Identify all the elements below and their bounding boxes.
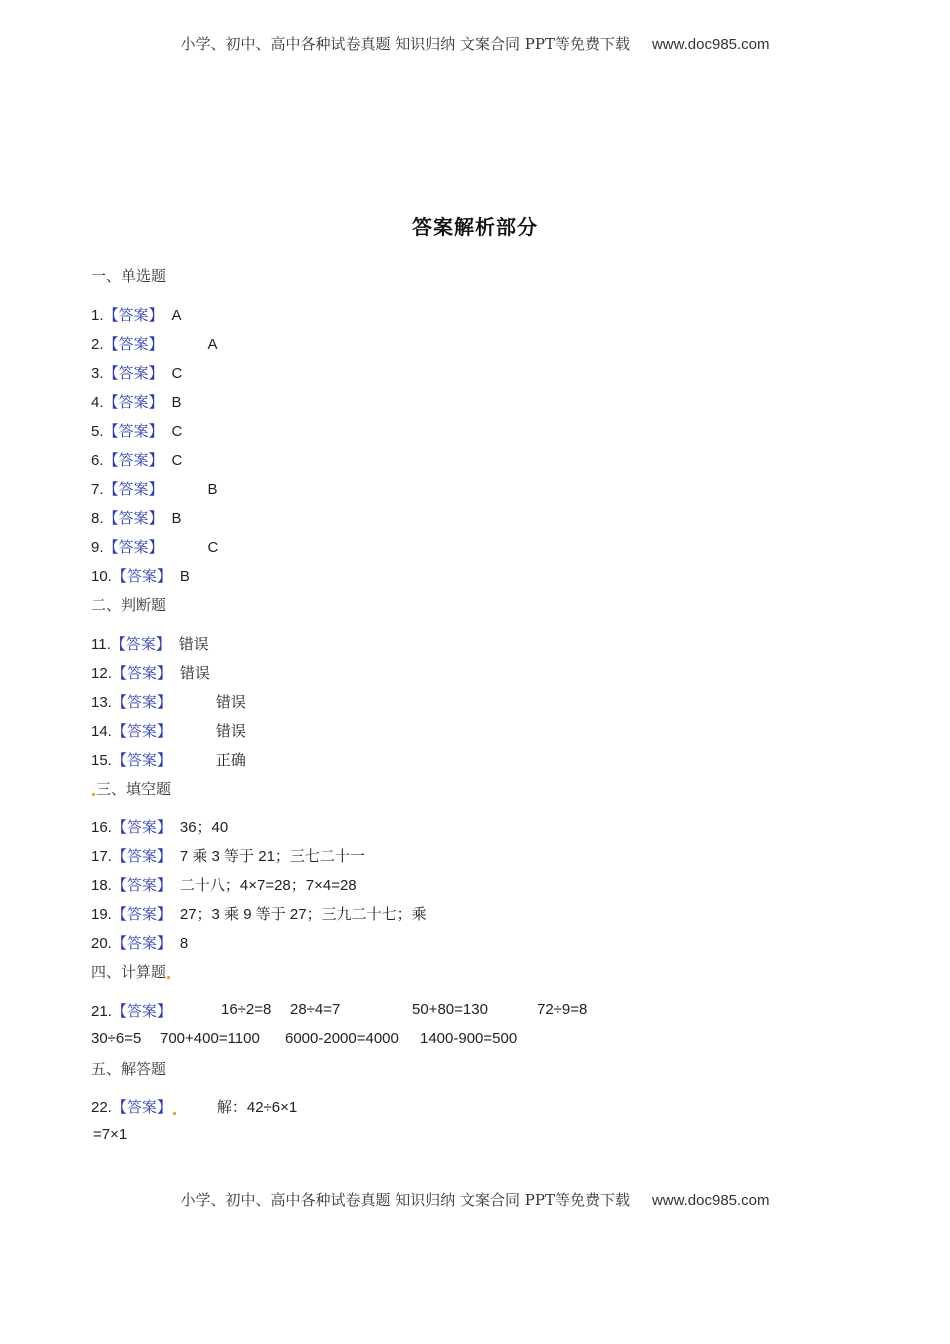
answer-row — [91, 479, 218, 500]
answer-tag: 【答案】 — [111, 1098, 172, 1116]
answer-value: B — [207, 481, 218, 498]
answer-value: C — [171, 452, 183, 469]
calc-expression: 6000-2000=4000 — [285, 1030, 399, 1047]
answer-tag: 【答案】 — [103, 422, 164, 440]
answer-row — [91, 721, 246, 742]
answer-row — [91, 663, 210, 684]
calc-expression: 72÷9=8 — [537, 1001, 588, 1018]
answer-row — [91, 933, 188, 954]
answer-tag: 【答案】 — [103, 451, 164, 469]
answer-value: B — [171, 394, 182, 411]
answer-tag: 【答案】 — [111, 905, 172, 923]
answer-tag: 【答案】 — [103, 538, 164, 556]
edit-mark-icon — [92, 793, 95, 796]
answer-row — [91, 508, 182, 529]
question-number: 1. — [91, 307, 104, 324]
section-heading-fill-blank — [91, 779, 171, 799]
answer-value: B — [179, 568, 190, 585]
question-number: 22. — [91, 1099, 112, 1116]
footer-text: 小学、初中、高中各种试卷真题 知识归纳 文案合同 PPT等免费下载 — [180, 1191, 630, 1209]
answer-row — [91, 634, 209, 655]
page-title: 答案解析部分 — [412, 215, 538, 239]
calc-expression: 30÷6=5 — [91, 1030, 142, 1047]
calc-expression: 50+80=130 — [412, 1001, 488, 1018]
edit-mark-icon — [173, 1112, 176, 1115]
footer-url[interactable]: www.doc985.com — [651, 1192, 770, 1209]
answer-row — [91, 566, 190, 587]
section-heading-true-false: 二、判断题 — [91, 596, 167, 614]
question-number: 19. — [91, 906, 112, 923]
answer-tag: 【答案】 — [111, 693, 172, 711]
answer-tag: 【答案】 — [110, 635, 171, 653]
calc-step: =7×1 — [93, 1126, 128, 1143]
answer-value: 错误 — [179, 664, 210, 682]
answer-tag: 【答案】 — [103, 509, 164, 527]
answer-value: 27；3 乘 9 等于 27；三九二十七；乘 — [179, 906, 427, 923]
question-number: 8. — [91, 510, 104, 527]
answer-row — [91, 846, 365, 867]
answer-row — [91, 305, 182, 326]
question-number: 5. — [91, 423, 104, 440]
question-number: 21. — [91, 1003, 112, 1020]
answer-row — [91, 363, 182, 384]
answer-tag: 【答案】 — [111, 934, 172, 952]
question-number: 12. — [91, 665, 112, 682]
answer-tag: 【答案】 — [111, 876, 172, 894]
calc-expression: 1400-900=500 — [420, 1030, 518, 1047]
answer-tag: 【答案】 — [111, 818, 172, 836]
answer-value: 错误 — [178, 635, 209, 653]
answer-tag: 【答案】 — [111, 1002, 172, 1020]
header-text: 小学、初中、高中各种试卷真题 知识归纳 文案合同 PPT等免费下载 — [180, 35, 630, 53]
page-header — [0, 33, 950, 54]
question-number: 13. — [91, 694, 112, 711]
answer-value: C — [207, 539, 219, 556]
answer-row — [91, 1097, 297, 1118]
answer-value: C — [171, 365, 183, 382]
section-heading-text: 三、填空题 — [96, 780, 172, 798]
answer-tag: 【答案】 — [111, 847, 172, 865]
answer-row — [91, 875, 357, 896]
question-number: 3. — [91, 365, 104, 382]
section-heading-text: 四、计算题 — [91, 963, 167, 981]
edit-mark-icon — [167, 976, 170, 979]
answer-tag: 【答案】 — [103, 306, 164, 324]
answer-row — [91, 450, 182, 471]
answer-value: 解：42÷6×1 — [216, 1099, 298, 1116]
answer-row — [91, 750, 246, 771]
answer-tag: 【答案】 — [103, 364, 164, 382]
answer-tag: 【答案】 — [103, 480, 164, 498]
question-number: 14. — [91, 723, 112, 740]
answer-value: 错误 — [215, 693, 246, 711]
page-footer — [0, 1189, 950, 1210]
section-heading-single-choice: 一、单选题 — [91, 267, 167, 285]
question-number: 9. — [91, 539, 104, 556]
calc-expression: 16÷2=8 — [221, 1001, 272, 1018]
answer-tag: 【答案】 — [111, 751, 172, 769]
answer-tag: 【答案】 — [103, 335, 164, 353]
answer-value: 8 — [179, 935, 189, 952]
answer-tag: 【答案】 — [111, 664, 172, 682]
question-number: 17. — [91, 848, 112, 865]
question-number: 16. — [91, 819, 112, 836]
answer-row — [91, 537, 218, 558]
answer-row — [91, 1001, 172, 1022]
question-number: 11. — [91, 636, 111, 653]
answer-value: A — [207, 336, 218, 353]
question-number: 2. — [91, 336, 104, 353]
question-number: 10. — [91, 568, 112, 585]
answer-tag: 【答案】 — [103, 393, 164, 411]
answer-row — [91, 817, 228, 838]
answer-row — [91, 334, 218, 355]
answer-value: 二十八；4×7=28；7×4=28 — [179, 877, 357, 894]
answer-tag: 【答案】 — [111, 567, 172, 585]
answer-value: C — [171, 423, 183, 440]
answer-row — [91, 421, 182, 442]
answer-value: 正确 — [215, 751, 246, 769]
answer-row — [91, 392, 182, 413]
question-number: 20. — [91, 935, 112, 952]
answer-row — [91, 692, 246, 713]
question-number: 18. — [91, 877, 112, 894]
question-number: 4. — [91, 394, 104, 411]
answer-value: 7 乘 3 等于 21；三七二十一 — [179, 848, 365, 865]
answer-value: 错误 — [215, 722, 246, 740]
answer-value: 36；40 — [179, 819, 229, 836]
answer-value: B — [171, 510, 182, 527]
section-heading-calculation — [91, 962, 171, 982]
header-url[interactable]: www.doc985.com — [651, 36, 770, 53]
question-number: 7. — [91, 481, 104, 498]
question-number: 6. — [91, 452, 104, 469]
answer-tag: 【答案】 — [111, 722, 172, 740]
answer-row — [91, 904, 427, 925]
section-heading-word-problem: 五、解答题 — [91, 1060, 167, 1078]
calc-expression: 28÷4=7 — [290, 1001, 341, 1018]
calc-expression: 700+400=1100 — [160, 1030, 260, 1047]
answer-value: A — [171, 307, 182, 324]
question-number: 15. — [91, 752, 112, 769]
